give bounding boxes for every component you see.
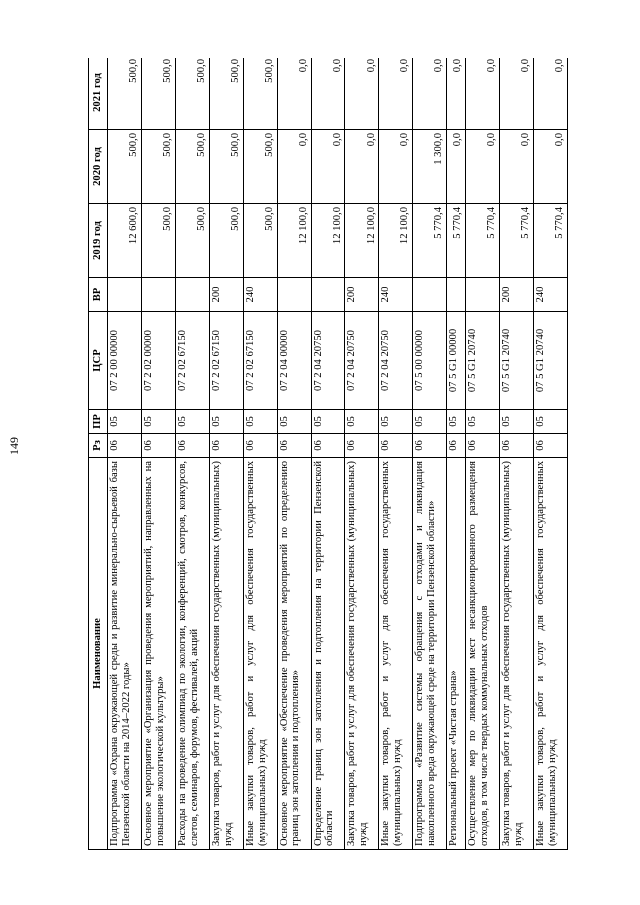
row-vr — [466, 278, 500, 312]
row-name: Закупка товаров, работ и услуг для обеспечения государственных (муниципальных) нужд — [500, 458, 534, 850]
row-csr: 07 5 00 00000 — [413, 312, 447, 410]
row-2021: 500,0 — [209, 58, 243, 130]
row-csr: 07 2 02 67150 — [175, 312, 209, 410]
row-pr: 05 — [379, 410, 413, 434]
budget-table — [88, 58, 568, 850]
row-2019: 500,0 — [141, 204, 175, 278]
row-rz: 06 — [533, 434, 567, 458]
table-row — [277, 58, 311, 850]
row-2020: 500,0 — [209, 130, 243, 204]
row-2020: 0,0 — [533, 130, 567, 204]
row-vr — [447, 278, 466, 312]
row-2019: 500,0 — [243, 204, 277, 278]
row-2019: 5 770,4 — [500, 204, 534, 278]
row-name: Осуществление мер по ликвидации мест несанкционированного размещения отходов, в том числе твердых коммунальных отходов — [466, 458, 500, 850]
table-frame — [88, 58, 568, 850]
row-2020: 0,0 — [379, 130, 413, 204]
page-number: 149 — [7, 437, 21, 455]
row-2019: 500,0 — [209, 204, 243, 278]
row-pr: 05 — [500, 410, 534, 434]
table-row — [379, 58, 413, 850]
row-rz: 06 — [311, 434, 345, 458]
row-csr: 07 5 G1 20740 — [533, 312, 567, 410]
row-vr — [277, 278, 311, 312]
row-2020: 0,0 — [500, 130, 534, 204]
header-vr: ВР — [89, 278, 108, 312]
row-rz: 06 — [466, 434, 500, 458]
row-2020: 0,0 — [466, 130, 500, 204]
table-row — [413, 58, 447, 850]
row-pr: 05 — [311, 410, 345, 434]
table-row — [447, 58, 466, 850]
table-row — [311, 58, 345, 850]
row-2019: 5 770,4 — [413, 204, 447, 278]
row-name: Подпрограмма «Развитие системы обращения с отходами и ликвидация накопленного вреда окружающей среде на территории Пензенской области» — [413, 458, 447, 850]
row-rz: 06 — [277, 434, 311, 458]
row-pr: 05 — [243, 410, 277, 434]
row-pr: 05 — [466, 410, 500, 434]
row-name: Подпрограмма «Охрана окружающей среды и развитие минерально-сырьевой базы Пензенской области на 2014–2022 годы» — [108, 458, 142, 850]
row-csr: 07 2 02 67150 — [243, 312, 277, 410]
row-2020: 500,0 — [243, 130, 277, 204]
header-2021: 2021 год — [89, 58, 108, 130]
header-pr: ПР — [89, 410, 108, 434]
row-rz: 06 — [413, 434, 447, 458]
row-2019: 500,0 — [175, 204, 209, 278]
row-rz: 06 — [345, 434, 379, 458]
row-2020: 0,0 — [447, 130, 466, 204]
header-2020: 2020 год — [89, 130, 108, 204]
row-2020: 500,0 — [175, 130, 209, 204]
row-2021: 0,0 — [413, 58, 447, 130]
header-rz: Рз — [89, 434, 108, 458]
row-csr: 07 5 G1 20740 — [466, 312, 500, 410]
row-2021: 500,0 — [141, 58, 175, 130]
row-rz: 06 — [141, 434, 175, 458]
row-2021: 500,0 — [175, 58, 209, 130]
row-2019: 5 770,4 — [447, 204, 466, 278]
row-2020: 0,0 — [277, 130, 311, 204]
row-vr — [141, 278, 175, 312]
row-vr: 200 — [500, 278, 534, 312]
row-name: Определение границ зон затопления и подтопления на территории Пензенской области — [311, 458, 345, 850]
row-vr — [175, 278, 209, 312]
rotated-table-container — [88, 58, 568, 850]
row-pr: 05 — [175, 410, 209, 434]
row-2019: 12 100,0 — [345, 204, 379, 278]
row-name: Региональный проект «Чистая страна» — [447, 458, 466, 850]
row-2021: 0,0 — [277, 58, 311, 130]
row-vr: 240 — [243, 278, 277, 312]
row-name: Закупка товаров, работ и услуг для обеспечения государственных (муниципальных) нужд — [209, 458, 243, 850]
row-csr: 07 2 04 20750 — [379, 312, 413, 410]
row-csr: 07 2 04 20750 — [345, 312, 379, 410]
row-csr: 07 5 G1 20740 — [500, 312, 534, 410]
table-row — [243, 58, 277, 850]
row-rz: 06 — [175, 434, 209, 458]
table-row — [108, 58, 142, 850]
row-pr: 05 — [533, 410, 567, 434]
row-pr: 05 — [413, 410, 447, 434]
row-name: Расходы на проведение олимпиад по экологии, конференций, смотров, конкурсов, слетов, семинаров, форумов, фестивалей, акций — [175, 458, 209, 850]
table-row — [533, 58, 567, 850]
row-csr: 07 2 00 00000 — [108, 312, 142, 410]
row-pr: 05 — [209, 410, 243, 434]
row-name: Основное мероприятие «Организация проведения мероприятий, направленных на повышение экологической культуры» — [141, 458, 175, 850]
row-2021: 0,0 — [466, 58, 500, 130]
row-vr: 200 — [209, 278, 243, 312]
row-pr: 05 — [108, 410, 142, 434]
row-rz: 06 — [447, 434, 466, 458]
row-vr — [311, 278, 345, 312]
row-2019: 12 100,0 — [379, 204, 413, 278]
table-row — [466, 58, 500, 850]
row-2021: 0,0 — [500, 58, 534, 130]
row-2021: 0,0 — [447, 58, 466, 130]
row-pr: 05 — [345, 410, 379, 434]
row-csr: 07 2 02 67150 — [209, 312, 243, 410]
row-2019: 5 770,4 — [466, 204, 500, 278]
row-pr: 05 — [277, 410, 311, 434]
row-2020: 0,0 — [311, 130, 345, 204]
row-csr: 07 2 04 00000 — [277, 312, 311, 410]
row-name: Основное мероприятие «Обеспечение проведения мероприятий по определению границ зон затопления и подтопления» — [277, 458, 311, 850]
table-row — [175, 58, 209, 850]
header-row — [89, 58, 108, 850]
row-pr: 05 — [141, 410, 175, 434]
row-rz: 06 — [209, 434, 243, 458]
row-vr — [413, 278, 447, 312]
row-csr: 07 2 02 00000 — [141, 312, 175, 410]
row-2020: 0,0 — [345, 130, 379, 204]
row-2021: 0,0 — [311, 58, 345, 130]
row-2019: 12 100,0 — [311, 204, 345, 278]
row-2021: 500,0 — [108, 58, 142, 130]
row-vr: 200 — [345, 278, 379, 312]
row-2020: 500,0 — [141, 130, 175, 204]
row-2019: 12 100,0 — [277, 204, 311, 278]
row-2021: 0,0 — [345, 58, 379, 130]
row-rz: 06 — [243, 434, 277, 458]
header-name: Наименование — [89, 458, 108, 850]
row-rz: 06 — [108, 434, 142, 458]
header-2019: 2019 год — [89, 204, 108, 278]
row-name: Закупка товаров, работ и услуг для обеспечения государственных (муниципальных) нужд — [345, 458, 379, 850]
table-row — [500, 58, 534, 850]
table-row — [141, 58, 175, 850]
row-2021: 0,0 — [533, 58, 567, 130]
row-rz: 06 — [379, 434, 413, 458]
row-2019: 5 770,4 — [533, 204, 567, 278]
row-name: Иные закупки товаров, работ и услуг для обеспечения государственных (муниципальных) нужд — [379, 458, 413, 850]
row-2019: 12 600,0 — [108, 204, 142, 278]
table-row — [345, 58, 379, 850]
row-pr: 05 — [447, 410, 466, 434]
row-vr — [108, 278, 142, 312]
row-2021: 0,0 — [379, 58, 413, 130]
row-2020: 1 300,0 — [413, 130, 447, 204]
row-2021: 500,0 — [243, 58, 277, 130]
row-csr: 07 5 G1 00000 — [447, 312, 466, 410]
row-csr: 07 2 04 20750 — [311, 312, 345, 410]
row-name: Иные закупки товаров, работ и услуг для обеспечения государственных (муниципальных) нужд — [533, 458, 567, 850]
row-vr: 240 — [379, 278, 413, 312]
row-vr: 240 — [533, 278, 567, 312]
row-name: Иные закупки товаров, работ и услуг для обеспечения государственных (муниципальных) нужд — [243, 458, 277, 850]
row-2020: 500,0 — [108, 130, 142, 204]
row-rz: 06 — [500, 434, 534, 458]
table-row — [209, 58, 243, 850]
header-csr: ЦСР — [89, 312, 108, 410]
